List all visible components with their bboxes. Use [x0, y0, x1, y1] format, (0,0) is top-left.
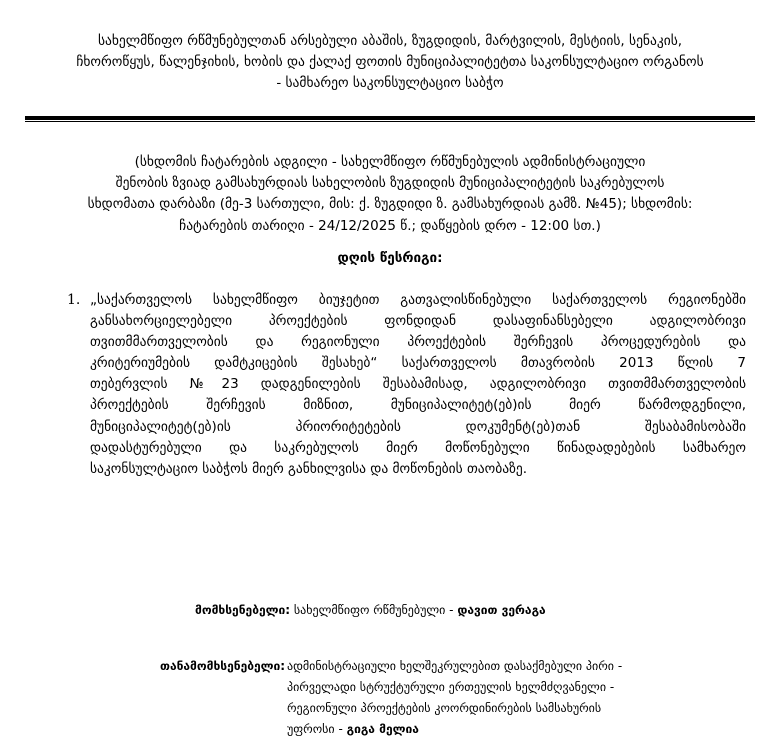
speaker-label: მომხსენებელი: [195, 603, 291, 617]
header-divider-thin [25, 121, 755, 122]
speaker-position: სახელმწიფო რწმუნებული - [290, 603, 458, 617]
co-speaker-line: პირველადი სტრუქტურული ერთეულის ხელმძღვანელი - [287, 680, 615, 694]
agenda-text-line: თებერვლის №23 დადგენილების შესაბამისად, ადგილობრივი თვითმმართველობის [90, 376, 746, 393]
header-divider [25, 116, 755, 120]
agenda-text-line: „საქართველოს სახელმწიფო ბიუჯეტით გათვალისწინებული საქართველოს რეგიონებში [90, 292, 746, 308]
header-line: სახელმწიფო რწმუნებულთან არსებული აბაშის, ზუგდიდის, მარტვილის, მესტიის, სენაკის, [97, 33, 683, 49]
meeting-info-line: სხდომათა დარბაზი (მე-3 სართული, მის: ქ. ზუგდიდი ზ. გამსახურდიას გამზ. №45); სხდომის: [87, 196, 693, 212]
agenda-text-line: მუნიციპალიტეტ(ებ)ის პრიორიტეტების დოკუმენტ(ებ)თან შესაბამისობაში [90, 418, 746, 435]
speaker-name: დავით ვერაგა [457, 603, 546, 617]
speaker [195, 600, 546, 621]
agenda-text-line: კრიტერიუმების დამტკიცების შესახებ“ საქართველოს მთავრობის 2013 წლის 7 [90, 355, 746, 372]
agenda-text-line: პროექტების შერჩევის მიზნით, მუნიციპალიტეტ(ებ)ის მიერ წარმოდგენილი, [90, 397, 746, 414]
co-speaker-label: თანამომხსენებელი: [160, 659, 286, 673]
meeting-info-line: (სხდომის ჩატარების ადგილი - სახელმწიფო რწმუნებულის ადმინისტრაციული [134, 154, 646, 170]
agenda-text-line: დადასტურებული და საკრებულოს მიერ მოწონებული წინადადებების სამხარეო [90, 439, 746, 456]
agenda-item-text [90, 290, 746, 480]
agenda-text-line: თვითმმართველობის და რეგიონული პროექტების შერჩევის პროცედურების და [90, 334, 746, 351]
agenda-item-number: 1. [67, 292, 81, 308]
co-speaker-line [287, 719, 622, 740]
header-line: - სამხარეო საკონსულტაციო საბჭო [276, 75, 504, 91]
co-speaker-line: ადმინისტრაციული ხელშეკრულებით დასაქმებული პირი - [287, 659, 623, 673]
co-speaker-title: უფროსი - [287, 722, 347, 736]
agenda-text-line: განსახორციელებელი პროექტების ფონდიდან დასაფინანსებელი ადგილობრივი [90, 313, 746, 330]
co-speaker-name: გიგა მელია [346, 722, 419, 736]
meeting-info-line: ჩატარების თარიღი - 24/12/2025 წ.; დაწყების დრო - 12:00 სთ.) [179, 218, 601, 234]
agenda-title: დღის წესრიგი: [337, 250, 443, 266]
meeting-info-line: შენობის ზვიად გამსახურდიას სახელობის ზუგდიდის მუნიციპალიტეტის საკრებულოს [115, 175, 665, 191]
co-speaker-line: რეგიონული პროექტების კოორდინირების სამსახურის [287, 701, 602, 715]
header-line: ჩხოროწყუს, წალენჯიხის, ხობის და ქალაქ ფოთის მუნიციპალიტეტთა საკონსულტაციო ორგანოს [76, 54, 704, 70]
agenda-text-line: საკონსულტაციო საბჭოს მიერ განხილვისა და მოწონების თაობაზე. [90, 460, 528, 477]
co-speaker-details [287, 656, 622, 740]
